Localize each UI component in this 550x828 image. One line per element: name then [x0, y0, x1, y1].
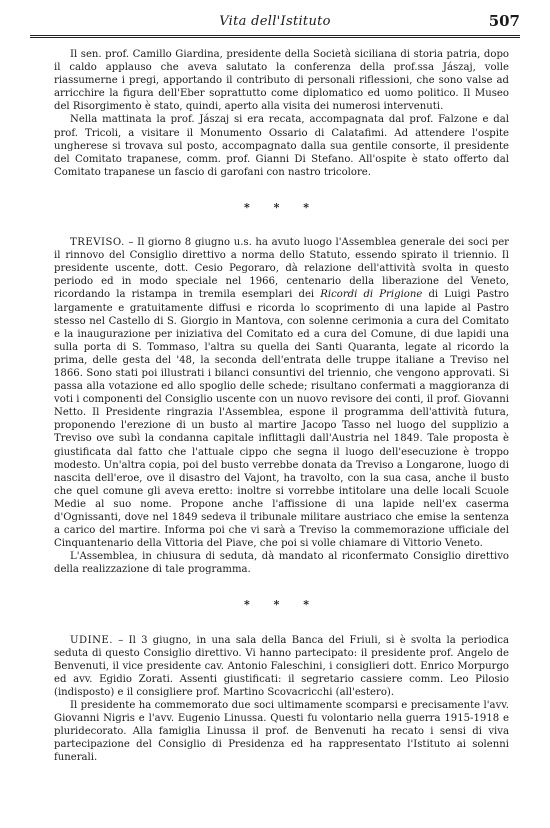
city-heading-udine: UDINE.: [70, 634, 113, 646]
paragraph-giardina: Il sen. prof. Camillo Giardina, presidente della Società siciliana di storia patria, dopo il caldo applauso che aveva salutato la conferenza della prof.ssa Jászaj, volle riassumerne i pregi, apportando il contributo di personali riflessioni, che sono valse ad arricchire la figura dell'Eber soprattutto come diplomatico ed uomo politico. Il Museo del Risorgimento è stato, quindi, aperto alla visita dei numerosi intervenuti.: [54, 49, 509, 113]
section-separator: * * *: [244, 598, 319, 612]
paragraph-commemorato: Il presidente ha commemorato due soci ultimamente scomparsi e precisamente l'avv. Giovanni Nigris e l'avv. Eugenio Linussa. Questi fu volontario nella guerra 1915-1918 e pluridecorato. Alla famiglia Linussa il prof. de Benvenuti ha recato i sensi di viva partecipazione del Consiglio di Presidenza ed ha rappresentato l'Istituto ai solenni funerali.: [54, 700, 509, 764]
page-number: 507: [488, 12, 520, 30]
udine-text-1: – Il 3 giugno, in una sala della Banca del Friuli, si è svolta la periodica seduta di questo Consiglio direttivo. Vi hanno partecipato: il presidente prof. Angelo de Benvenuti, il vice presidente cav. Antonio Faleschini, i consiglieri dott. Enrico Morpurgo ed avv. Egidio Zorati. Assenti giustificati: il segretario cassiere comm. Leo Pilosio (indisposto) e il consigliere prof. Martino Scovacricchi (all'estero).: [54, 634, 509, 698]
paragraph-assemblea: L'Assemblea, in chiusura di seduta, dà mandato al riconfermato Consiglio direttivo della realizzazione di tale programma.: [54, 551, 509, 576]
running-title: Vita dell'Istituto: [219, 14, 331, 29]
city-heading-treviso: TREVISO.: [70, 237, 125, 249]
header-rule: [30, 35, 520, 38]
paragraph-udine: [54, 634, 509, 699]
paragraph-treviso: [54, 236, 509, 550]
running-header: [30, 12, 520, 34]
article-body: [54, 48, 509, 765]
treviso-text-1: – Il giorno 8 giugno u.s. ha avuto luogo l'Assemblea generale dei soci per il rinnovo del Consiglio direttivo a norma dello Statuto, essendo spirato il triennio. Il presidente uscente, dott. Cesio Pegoraro, dà relazione dell'attività svolta in questo periodo ed in modo speciale nel 1966, centenario della liberazione del Veneto, ricordando la ristampa in tremila esemplari dei: [54, 237, 509, 301]
section-separator: * * *: [244, 200, 319, 214]
paragraph-mattinata: Nella mattinata la prof. Jászaj si era recata, accompagnata dal prof. Falzone e dal prof. Tricoli, a visitare il Monumento Ossario di Calatafimi. Ad attendere l'ospite ungherese si trovava sul posto, accompagnato dalla sua gentile consorte, il presidente del Comitato trapanese, comm. prof. Gianni Di Stefano. All'ospite è stato offerto dal Comitato trapanese un fascio di garofani con nastro tricolore.: [54, 114, 509, 178]
book-title: Ricordi di Prigione: [320, 289, 423, 301]
treviso-text-2: di Luigi Pastro largamente e gratuitamente diffusi e ricorda lo scoprimento di una lapide al Pastro stesso nel Castello di S. Giorgio in Mantova, con solenne cerimonia a cura del Comitato e la inaugurazione per iniziativa del Comitato ed a cura del Comune, di due lapidi una sulla porta di S. Tommaso, l'altra su quella dei Santi Quaranta, legate al ricordo la prima, delle gesta del '48, la seconda dell'entrata delle truppe italiane a Treviso nel 1866. Sono stati poi illustrati i bilanci consuntivi del triennio, che vengono approvati. Si passa alla votazione ed allo spoglio delle schede; risultano confermati a maggioranza di voti i componenti del Consiglio uscente con un nuovo revisore dei conti, il prof. Giovanni Netto. Il Presidente ringrazia l'Assemblea, espone il programma dell'attività futura, proponendo l'erezione di un busto al martire Jacopo Tasso nel luogo del supplizio a Treviso ove subì la condanna capitale inflittagli dall'Austria nel 1849. Tale proposta è giustificata dal fatto che l'attuale cippo che segna il luogo dell'esecuzione è troppo modesto. Un'altra copia, poi del busto verrebbe donata da Treviso a Longarone, luogo di nascita dell'eroe, ove il disastro del Vajont, ha travolto, con la sua casa, anche il busto che quel comune gli aveva eretto: inoltre si vorrebbe intitolare una delle locali Scuole Medie al suo nome. Propone anche l'affissione di una lapide nell'ex caserma d'Ognissanti, dove nel 1849 sedeva il tribunale militare austriaco che emise la sentenza a carico del martire. Informa poi che vi sarà a Treviso la commemorazione ufficiale del Cinquantenario della Vittoria del Piave, che poi si volle chiamare di Vittorio Veneto.: [54, 289, 510, 550]
